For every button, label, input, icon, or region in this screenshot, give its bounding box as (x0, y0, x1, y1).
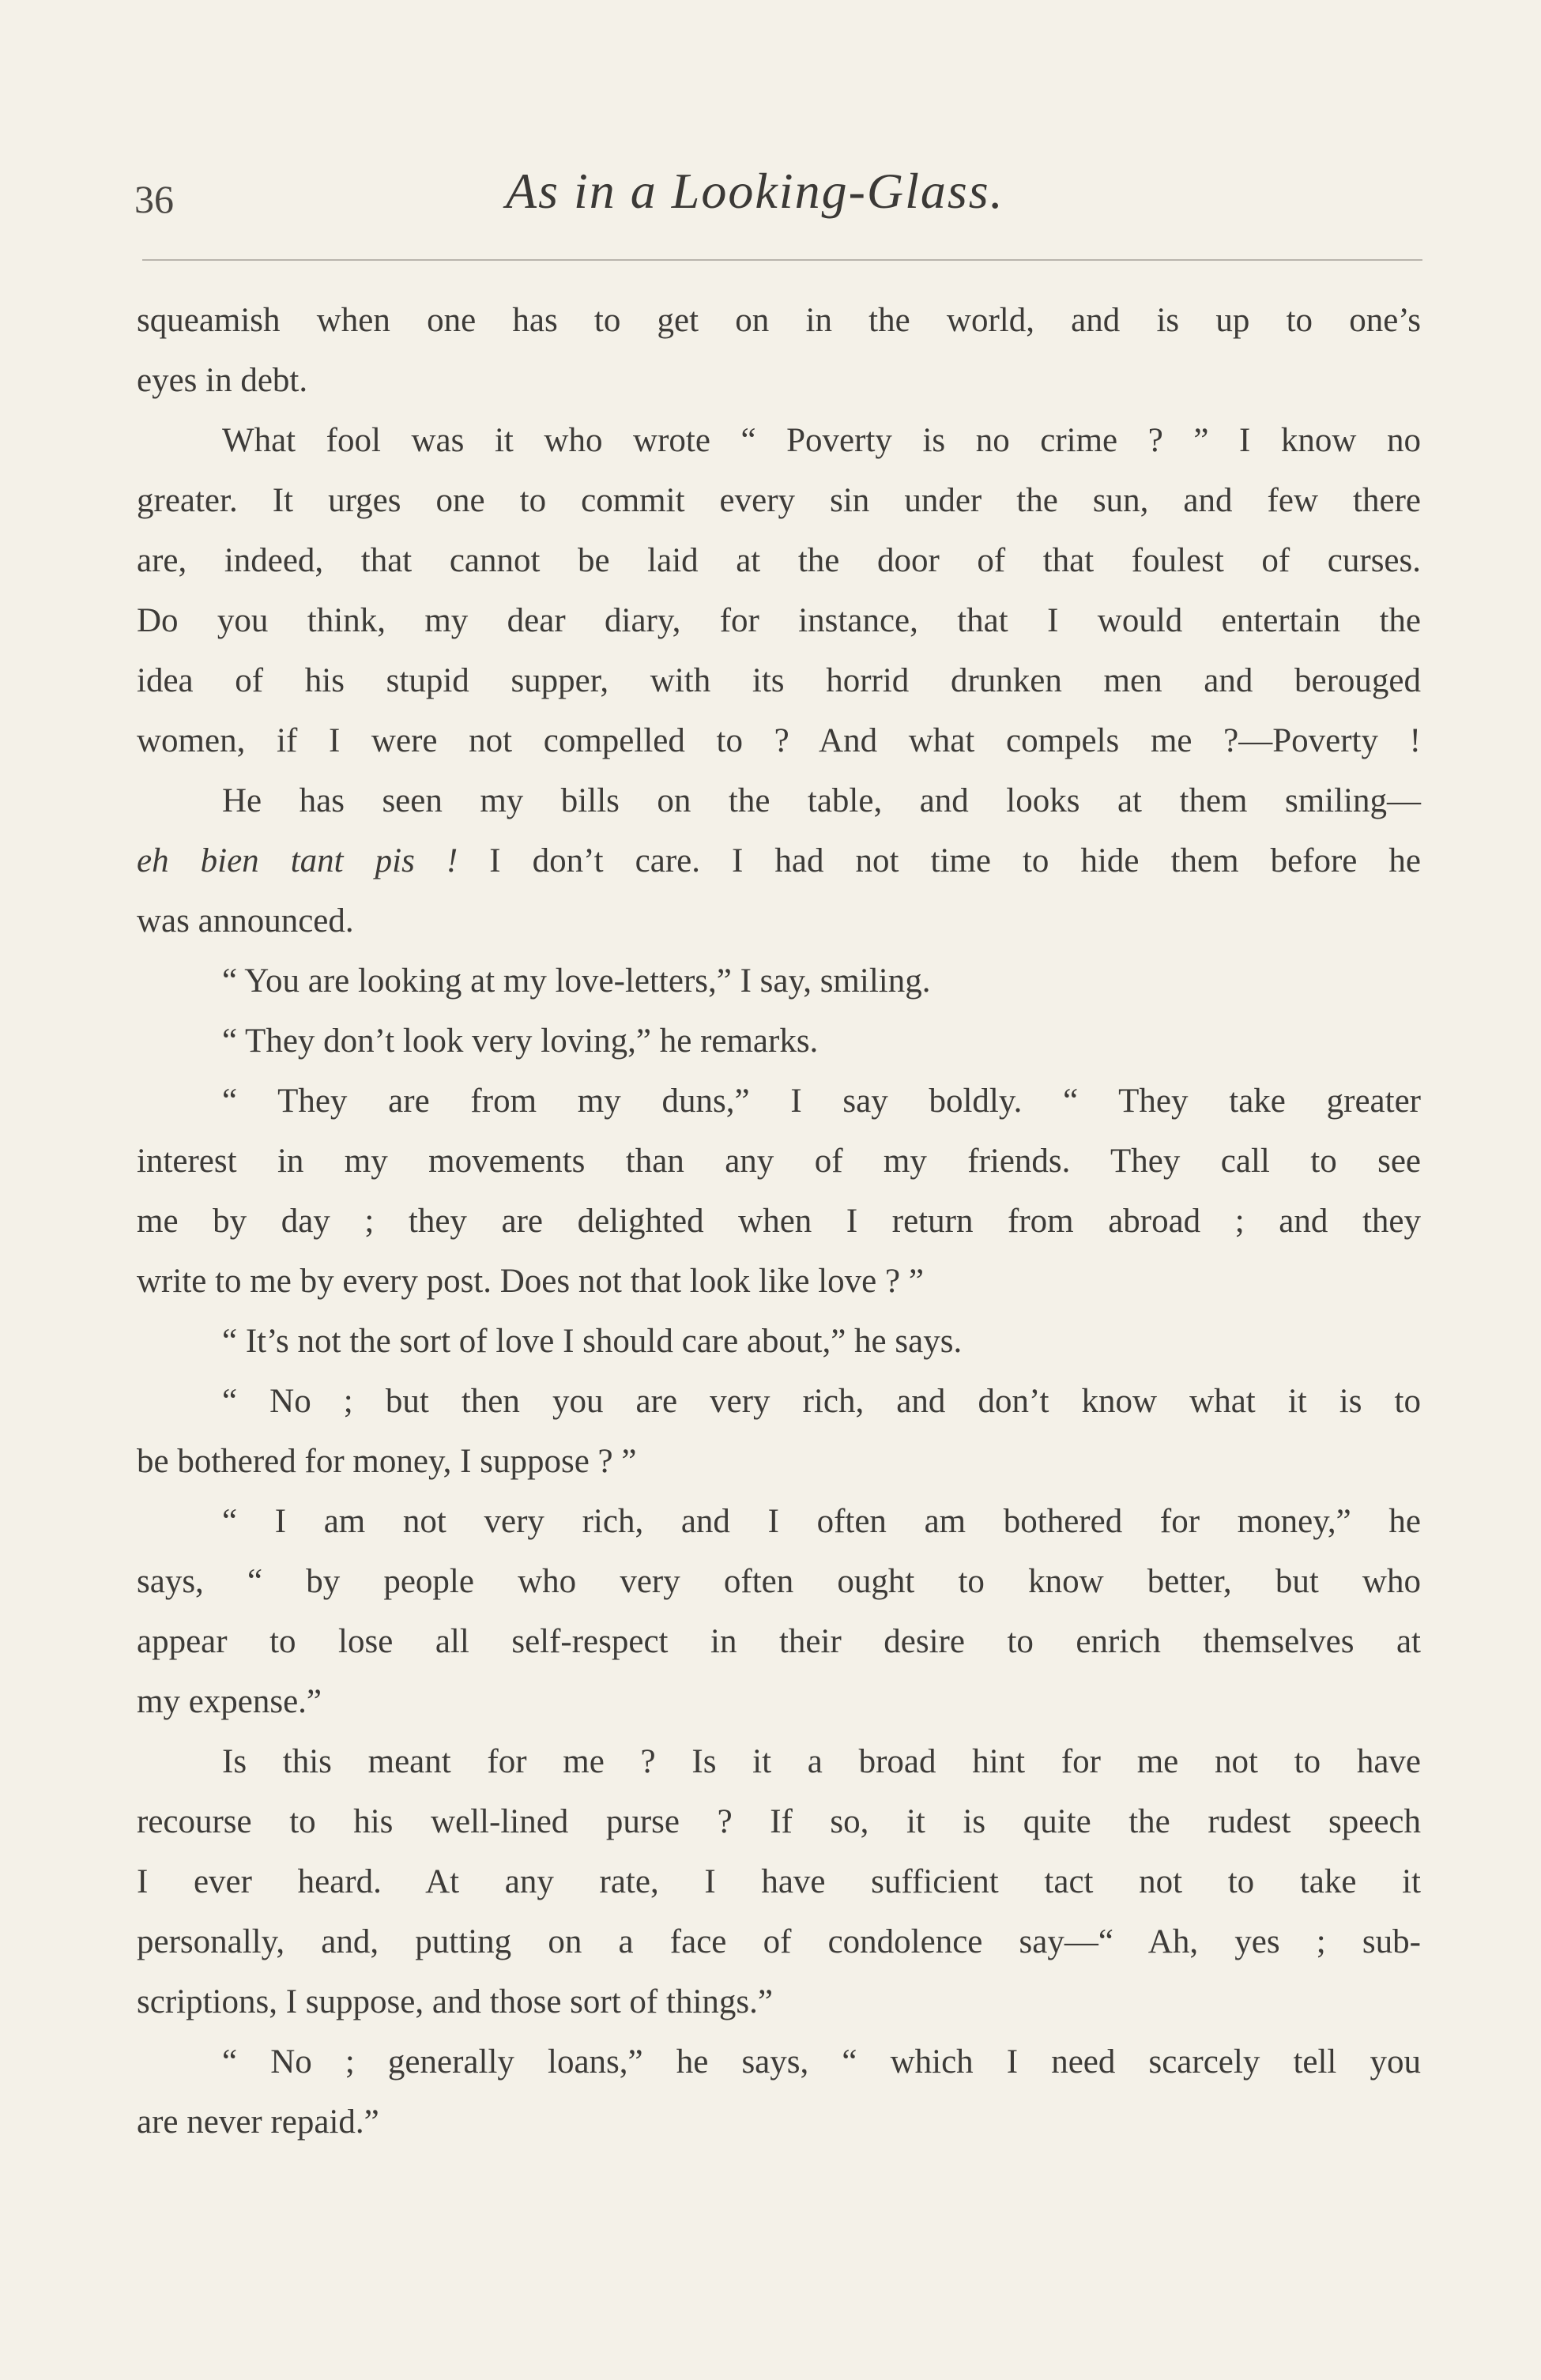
text-line: “ They are from my duns,” I say boldly. “ They take greater (222, 1083, 1421, 1120)
page-header (134, 162, 1422, 241)
text-line: write to me by every post. Does not that look like love ? ” (137, 1263, 924, 1300)
text-line: scriptions, I suppose, and those sort of things.” (137, 1983, 773, 2020)
text-line: “ It’s not the sort of love I should care about,” he says. (222, 1323, 963, 1360)
text-line: my expense.” (137, 1683, 322, 1720)
running-title: As in a Looking-Glass. (506, 163, 1004, 219)
text-line: squeamish when one has to get on in the world, and is up to one’s (137, 302, 1421, 339)
body-text (137, 291, 1421, 2152)
text-line: personally, and, putting on a face of condolence say—“ Ah, yes ; sub- (137, 1923, 1421, 1960)
text-line: women, if I were not compelled to ? And what compels me ?—Poverty ! (137, 722, 1421, 759)
text-line (137, 831, 1421, 891)
text-line: What fool was it who wrote “ Poverty is no crime ? ” I know no (222, 422, 1421, 459)
text-line: are never repaid.” (137, 2103, 379, 2141)
text-line: be bothered for money, I suppose ? ” (137, 1443, 637, 1480)
header-rule (142, 259, 1422, 261)
text-line: idea of his stupid supper, with its horrid drunken men and berouged (137, 662, 1421, 699)
text-line: “ No ; generally loans,” he says, “ which I need scarcely tell you (222, 2043, 1421, 2081)
text-line: “ You are looking at my love-letters,” I say, smiling. (222, 962, 931, 1000)
text-line: greater. It urges one to commit every sin under the sun, and few there (137, 482, 1421, 519)
text-line: me by day ; they are delighted when I return from abroad ; and they (137, 1203, 1421, 1240)
text-line: He has seen my bills on the table, and looks at them smiling— (222, 782, 1421, 819)
text-line: says, “ by people who very often ought to know better, but who (137, 1563, 1421, 1600)
text-line: was announced. (137, 902, 354, 940)
text-line: recourse to his well-lined purse ? If so, it is quite the rudest speech (137, 1803, 1421, 1840)
text-line: “ No ; but then you are very rich, and don’t know what it is to (222, 1383, 1421, 1420)
text-line: interest in my movements than any of my friends. They call to see (137, 1143, 1421, 1180)
text-line: Is this meant for me ? Is it a broad hint for me not to have (222, 1743, 1421, 1780)
page-number: 36 (134, 177, 174, 221)
text-line: Do you think, my dear diary, for instance, that I would entertain the (137, 602, 1421, 639)
text-line: are, indeed, that cannot be laid at the door of that foulest of curses. (137, 542, 1421, 579)
text-line: “ I am not very rich, and I often am bothered for money,” he (222, 1503, 1421, 1540)
text-line: I ever heard. At any rate, I have sufficient tact not to take it (137, 1863, 1421, 1900)
text-line: eyes in debt. (137, 362, 308, 399)
italic-phrase: eh bien tant pis ! (137, 842, 458, 879)
line-remainder: I don’t care. I had not time to hide them before he (458, 842, 1422, 879)
text-line: “ They don’t look very loving,” he remarks. (222, 1022, 819, 1060)
text-line: appear to lose all self-respect in their desire to enrich themselves at (137, 1623, 1421, 1660)
